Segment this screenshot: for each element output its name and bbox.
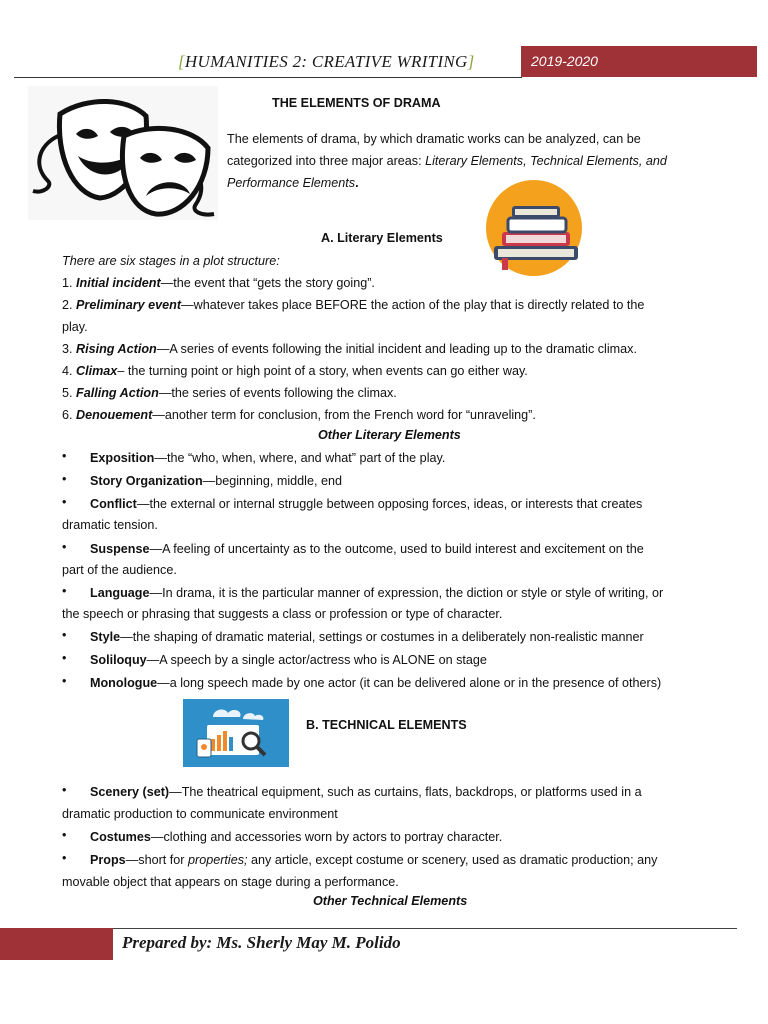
- stage-text: – the turning point or high point of a story, when events can go either way.: [117, 364, 528, 378]
- stage-term: Rising Action: [76, 342, 157, 356]
- stage-text: —another term for conclusion, from the French word for “unraveling”.: [152, 408, 536, 422]
- intro-line-3-text: Performance Elements: [227, 176, 356, 190]
- stage-num: 5.: [62, 386, 77, 400]
- stage-text: —A series of events following the initial incident and leading up to the dramatic climax.: [156, 342, 637, 356]
- stage-num: 1.: [62, 276, 77, 290]
- bullet-marker: •: [62, 584, 67, 598]
- stage-num: 6.: [62, 408, 77, 422]
- bullet-marker: •: [62, 783, 67, 797]
- footer-prepared-by: Prepared by: Ms. Sherly May M. Polido: [122, 933, 401, 952]
- stage-text: —the series of events following the climax.: [158, 386, 397, 400]
- footer-divider: [113, 928, 737, 929]
- item-text: —A feeling of uncertainty as to the outcome, used to build interest and excitement on the: [149, 542, 644, 556]
- stage-term: Denouement: [76, 408, 153, 422]
- literary-item: [90, 495, 642, 513]
- bullet-marker: •: [62, 449, 67, 463]
- stage-item: [62, 384, 397, 402]
- item-term: Suspense: [90, 542, 150, 556]
- stage-num: 2.: [62, 298, 77, 312]
- item-text: —beginning, middle, end: [202, 474, 342, 488]
- bullet-marker: •: [62, 495, 67, 509]
- bullet-marker: •: [62, 628, 67, 642]
- item-text: —In drama, it is the particular manner of expression, the diction or style or style of writing, or: [149, 586, 664, 600]
- intro-line-2b: Literary Elements, Technical Elements, and: [425, 154, 667, 168]
- stage-item-cont: play.: [62, 320, 88, 334]
- stage-item: [62, 406, 536, 424]
- stage-item: [62, 296, 644, 314]
- other-technical-heading: Other Technical Elements: [313, 894, 468, 908]
- bullet-marker: •: [62, 828, 67, 842]
- section-a-heading: A. Literary Elements: [321, 231, 443, 245]
- item-term: Scenery (set): [90, 785, 170, 799]
- header-title: [178, 52, 475, 72]
- books-icon: [484, 178, 584, 278]
- bullet-marker: •: [62, 472, 67, 486]
- item-term: Conflict: [90, 497, 137, 511]
- header-title-text: HUMANITIES 2: CREATIVE WRITING: [184, 52, 468, 71]
- footer-accent-bar: [0, 928, 113, 960]
- bullet-marker: •: [62, 674, 67, 688]
- stage-term: Climax: [76, 364, 118, 378]
- item-text: —the shaping of dramatic material, settings or costumes in a deliberately non-realistic manner: [120, 630, 644, 644]
- bracket-open: [: [178, 52, 185, 71]
- item-term: Language: [90, 586, 150, 600]
- bullet-marker: •: [62, 651, 67, 665]
- item-term: Exposition: [90, 451, 155, 465]
- stage-term: Initial incident: [76, 276, 161, 290]
- stage-text: —whatever takes place BEFORE the action of the play that is directly related to the: [181, 298, 645, 312]
- header-divider: [14, 77, 522, 78]
- literary-item: [90, 674, 661, 692]
- stage-term: Falling Action: [76, 386, 159, 400]
- drama-masks-icon: [28, 86, 218, 220]
- stage-num: 4.: [62, 364, 77, 378]
- item-text: —clothing and accessories worn by actors to portray character.: [150, 830, 503, 844]
- stage-item: [62, 362, 528, 380]
- bullet-marker: •: [62, 851, 67, 865]
- stage-item: [62, 340, 637, 358]
- intro-line-1: The elements of drama, by which dramatic works can be analyzed, can be: [227, 132, 641, 146]
- item-term: Props: [90, 853, 126, 867]
- item-text-2: any article, except costume or scenery, used as dramatic production; any: [247, 853, 658, 867]
- literary-item: [90, 449, 445, 467]
- intro-line-3-end: .: [355, 176, 359, 190]
- doc-title: THE ELEMENTS OF DRAMA: [272, 96, 441, 110]
- technical-item-cont: dramatic production to communicate environment: [62, 807, 338, 821]
- stage-item: [62, 274, 375, 292]
- technical-item: [90, 783, 642, 801]
- stage-term: Preliminary event: [76, 298, 182, 312]
- literary-item: [90, 584, 663, 602]
- intro-line-3: [227, 174, 359, 192]
- literary-item: [90, 540, 644, 558]
- stage-text: —the event that “gets the story going”.: [160, 276, 375, 290]
- item-term: Costumes: [90, 830, 151, 844]
- item-term: Story Organization: [90, 474, 203, 488]
- item-term: Style: [90, 630, 121, 644]
- item-term: Soliloquy: [90, 653, 147, 667]
- section-b-heading: B. TECHNICAL ELEMENTS: [306, 718, 467, 732]
- literary-item: [90, 472, 342, 490]
- intro-line-2: [227, 152, 667, 170]
- item-term: Monologue: [90, 676, 158, 690]
- item-text: —the “who, when, where, and what” part of the play.: [154, 451, 446, 465]
- item-text: —a long speech made by one actor (it can be delivered alone or in the presence of others): [157, 676, 662, 690]
- analytics-icon: [183, 699, 289, 767]
- technical-item: [90, 851, 657, 869]
- item-text: —short for: [125, 853, 188, 867]
- school-year-badge: 2019-2020: [521, 46, 757, 77]
- technical-item-cont: movable object that appears on stage during a performance.: [62, 875, 399, 889]
- bullet-marker: •: [62, 540, 67, 554]
- intro-line-2a: categorized into three major areas:: [227, 154, 426, 168]
- stage-num: 3.: [62, 342, 77, 356]
- literary-item-cont: dramatic tension.: [62, 518, 158, 532]
- plot-intro: There are six stages in a plot structure:: [62, 254, 280, 268]
- technical-item: [90, 828, 502, 846]
- item-text: —A speech by a single actor/actress who is ALONE on stage: [146, 653, 487, 667]
- item-text: —the external or internal struggle between opposing forces, ideas, or interests that creates: [136, 497, 643, 511]
- literary-item-cont: the speech or phrasing that suggests a class or profession or type of character.: [62, 607, 503, 621]
- literary-item: [90, 651, 487, 669]
- literary-item-cont: part of the audience.: [62, 563, 177, 577]
- other-literary-heading: Other Literary Elements: [318, 428, 461, 442]
- bracket-close: ]: [467, 52, 475, 71]
- literary-item: [90, 628, 644, 646]
- item-text: —The theatrical equipment, such as curtains, flats, backdrops, or platforms used in a: [169, 785, 642, 799]
- item-italic: properties;: [188, 853, 248, 867]
